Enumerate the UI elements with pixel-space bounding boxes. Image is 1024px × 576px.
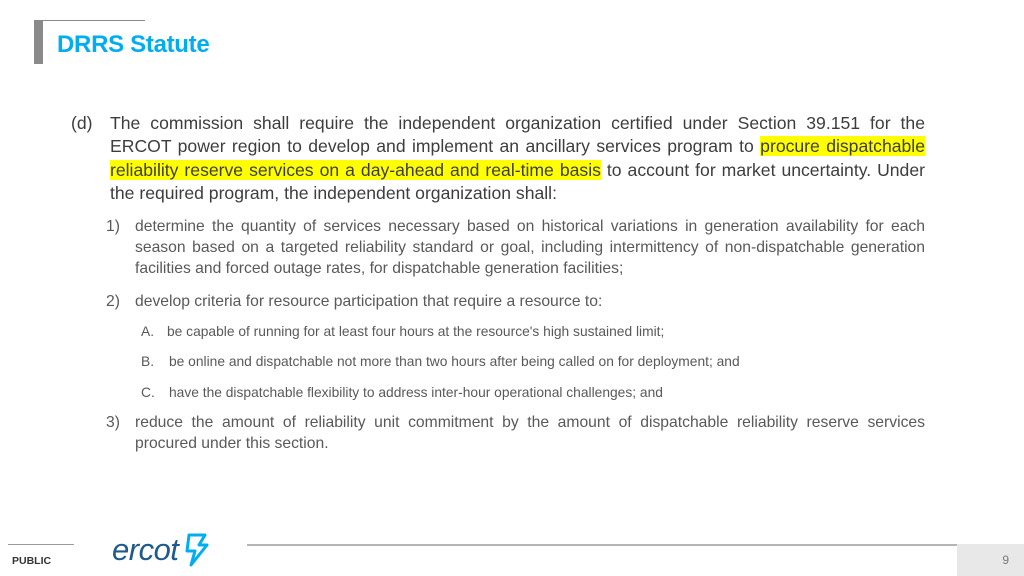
- sub-item-b-text: be online and dispatchable not more than two hours after being called on for deployment; and: [169, 354, 740, 370]
- page-number: 9: [1002, 553, 1009, 567]
- paragraph-d-text-after: to account for market uncertainty. Under the required program, the independent organization shall:: [110, 159, 925, 203]
- list-item-3-marker: 3): [106, 414, 120, 432]
- list-item-2-marker: 2): [106, 293, 120, 311]
- sub-item-a-text: be capable of running for at least four hours at the resource's high sustained limit;: [167, 324, 665, 340]
- title-accent-bar: [34, 20, 43, 64]
- ercot-logo-text: ercot: [112, 532, 179, 567]
- list-item-1-marker: 1): [106, 218, 120, 236]
- list-item-1-text: determine the quantity of services necessary based on historical variations in generation availability for each season based on a targeted reliability standard or goal, including intermittency of non-dispatchable generation facilities and forced outage rates, for dispatchable generation facilities;: [135, 218, 925, 278]
- page-number-box: [957, 544, 1024, 576]
- sub-item-b-marker: B.: [141, 354, 155, 370]
- sub-item-c-marker: C.: [141, 385, 155, 401]
- list-item-2: [106, 291, 925, 312]
- ercot-logo: [112, 530, 211, 570]
- list-item-3-text: reduce the amount of reliability unit commitment by the amount of dispatchable reliability reserve services procured under this section.: [135, 414, 925, 453]
- list-item-1: [106, 216, 925, 279]
- list-item-2-text: develop criteria for resource participation that require a resource to:: [135, 293, 603, 311]
- sub-item-c: [141, 384, 925, 402]
- footer-right-rule: [247, 544, 957, 546]
- classification-label: PUBLIC: [12, 555, 52, 567]
- sub-item-a-marker: A.: [141, 324, 155, 340]
- sub-item-a: [141, 323, 925, 341]
- list-item-3: [106, 412, 925, 454]
- paragraph-d-marker: (d): [71, 113, 93, 133]
- paragraph-d: [71, 112, 925, 205]
- title-rule: [43, 20, 145, 21]
- sub-item-c-text: have the dispatchable flexibility to address inter-hour operational challenges; and: [169, 385, 663, 401]
- paragraph-d-text-before: The commission shall require the independent organization certified under Section 39.151 for the ERCOT power region to develop and implement an ancillary services program to: [110, 113, 925, 157]
- page-title: DRRS Statute: [57, 31, 210, 58]
- statute-body: [71, 112, 925, 454]
- sub-item-b: [141, 353, 925, 371]
- ercot-bolt-icon: [181, 532, 211, 568]
- highlighted-text: procure dispatchable reliability reserve services on a day-ahead and real-time basis: [110, 136, 925, 180]
- footer-left-rule: [8, 544, 74, 545]
- paragraph-d-text: [110, 112, 925, 205]
